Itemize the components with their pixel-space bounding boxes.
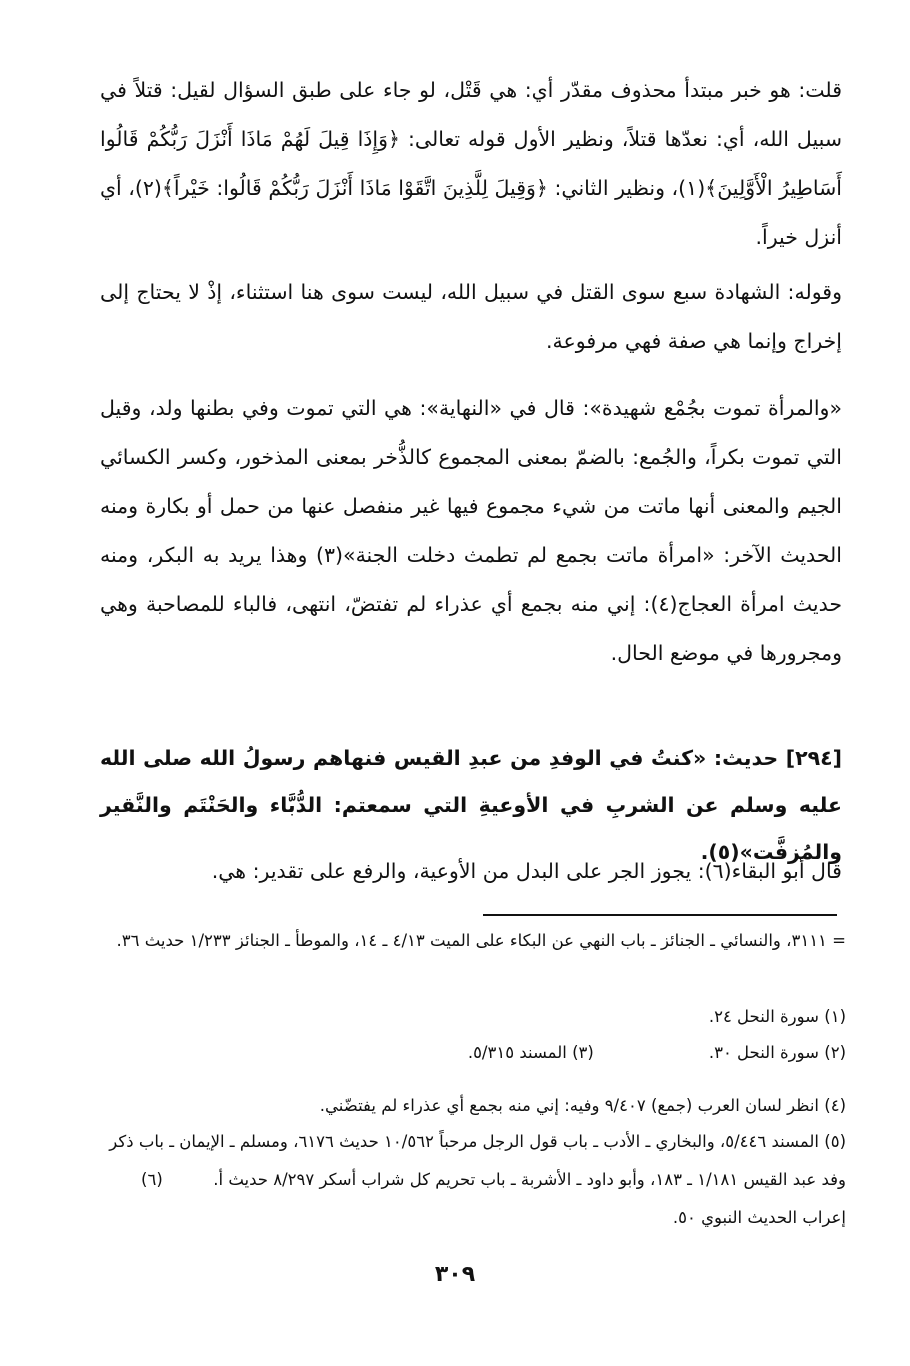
paragraph-woman-jum: «والمرأة تموت بجُمْع شهيدة»: قال في «النهاية»: هي التي تموت وفي بطنها ولد، وقيل التي تموت بكراً، والجُمع: بالضمّ بمعنى المجموع كالذُّخر بمعنى المذخور، وكسر الكسائي الجيم والمعنى أنها ماتت من شيء مجموع فيها غير منفصل عنها من حمل أو بكارة ومنه الحديث الآخر: «امرأة ماتت بجمع لم تطمث دخلت الجنة»(٣) وهذا يريد به البكر، ومنه حديث امرأة العجاج(٤): إني منه بجمع أي عذراء لم تفتضّ، انتهى، فالباء للمصاحبة وهي ومجرورها في موضع الحال. [100, 396, 843, 665]
footnote-6: (٦) إعراب الحديث النبوي ٥٠. [141, 1170, 846, 1227]
footnote-divider [483, 914, 837, 916]
paragraph-comment: قلت: هو خبر مبتدأ محذوف مقدّر أي: هي قَتْل، لو جاء على طبق السؤال لقيل: قتلاً في سبيل الله، أي: نعدّها قتلاً، ونظير الأول قوله تعالى: ﴿وَإِذَا قِيلَ لَهُمْ مَاذَا أَنْزَلَ رَبُّكُمْ قَالُوا أَسَاطِيرُ الْأَوَّلِينَ﴾(١)، ونظير الثاني: ﴿وَقِيلَ لِلَّذِينَ اتَّقَوْا مَاذَا أَنْزَلَ رَبُّكُمْ قَالُوا: خَيْراً﴾(٢)، أي أنزل خيراً. [100, 78, 842, 249]
hadith-294: [٢٩٤] حديث: «كنتُ في الوفدِ من عبدِ القيس فنهاهم رسولُ الله صلى الله عليه وسلم عن الشربِ في الأوعيةِ التي سمعتم: الدُّبَّاء والحَنْتَم والنَّقير والمُزفَّت»(٥). [100, 746, 842, 864]
paragraph-abu-baqa: قال أبو البقاء(٦): يجوز الجر على البدل من الأوعية، والرفع على تقدير: هي. [211, 859, 842, 883]
footnote-1: (١) سورة النحل ٢٤. [708, 1007, 846, 1026]
footnote-4: (٤) انظر لسان العرب (جمع) ٩/٤٠٧ وفيه: إني منه بجمع أي عذراء لم يفتضّني. [319, 1096, 846, 1115]
footnote-row-2-3 [108, 1035, 846, 1071]
footnote-5-6 [108, 1123, 846, 1237]
footnote-2: (٢) سورة النحل ٣٠. [708, 1043, 846, 1062]
footnote-5: (٥) المسند ٥/٤٤٦، والبخاري ـ الأدب ـ باب قول الرجل مرحباً ١٠/٥٦٢ حديث ٦١٧٦، ومسلم ـ الإيمان ـ باب ذكر وفد عبد القيس ١/١٨١ ـ ١٨٣، وأبو داود ـ الأشربة ـ باب تحريم كل شراب أسكر ٨/٢٩٧ حديث أ. [109, 1132, 846, 1189]
footnote-continuation: = ٣١١١، والنسائي ـ الجنائز ـ باب النهي عن البكاء على الميت ٤/١٣ ـ ١٤، والموطأ ـ الجنائز ١/٢٣٣ حديث ٣٦. [116, 931, 846, 950]
footnote-3: (٣) المسند ٥/٣١٥. [467, 1043, 594, 1062]
paragraph-martyrdom: وقوله: الشهادة سبع سوى القتل في سبيل الله، ليست سوى هنا استثناء، إذْ لا يحتاج إلى إخراج وإنما هي صفة فهي مرفوعة. [100, 280, 842, 353]
page-number: ٣٠٩ [434, 1262, 476, 1287]
